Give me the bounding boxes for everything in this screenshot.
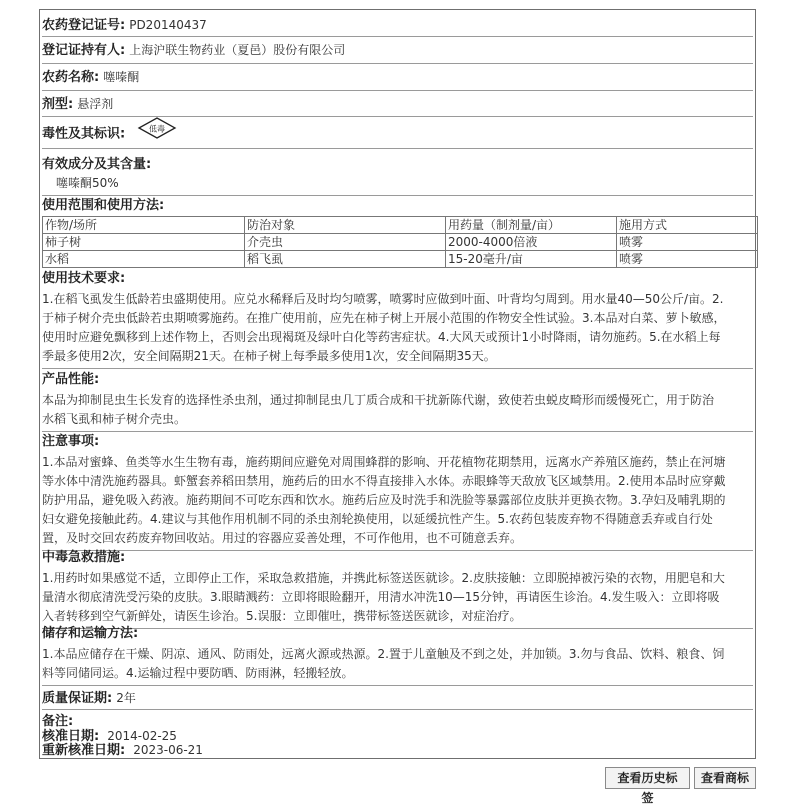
- warranty-value: 2年: [116, 691, 136, 705]
- usage-cell: 介壳虫: [245, 234, 446, 251]
- caution-text: [42, 453, 753, 551]
- form-value: 悬浮剂: [77, 97, 114, 111]
- form-row: [42, 91, 753, 117]
- reg-no-label: 农药登记证号:: [42, 18, 126, 33]
- usage-cell: 喷雾: [617, 251, 758, 268]
- usage-cell: 15-20毫升/亩: [446, 251, 617, 268]
- ingredient-label: 有效成分及其含量:: [42, 157, 152, 172]
- usage-cell: 2000-4000倍液: [446, 234, 617, 251]
- registration-card: [39, 9, 756, 759]
- warranty-row: [42, 686, 753, 710]
- name-row: [42, 64, 753, 91]
- reapprove-label: 重新核准日期:: [42, 743, 126, 758]
- ingredient-value: 噻嗪酮50%: [56, 176, 119, 190]
- tech-text: [42, 290, 753, 369]
- tech-line: 于柿子树介壳虫低龄若虫期喷雾施药。在推广使用前，应先在柿子树上开展小范围的作物安全性试验。3.本品对白菜、萝卜敏感，: [42, 311, 726, 325]
- perf-line: 水稻飞虱和柿子树介壳虫。: [42, 412, 187, 426]
- caution-line: 置，及时交回农药废弃物回收站。用过的容器应妥善处理，不可作他用，也不可随意丢弃。: [42, 531, 523, 545]
- storage-line: 1.本品应储存在干燥、阴凉、通风、防雨处，远离火源或热源。2.置于儿童触及不到之处，并加锁。3.勿与食品、饮料、粮食、饲: [42, 647, 725, 661]
- tech-line: 使用时应避免飘移到上述作物上，否则会出现褐斑及绿叶白化等药害症状。4.大风天或预计1小时降雨，请勿施药。5.在水稻上每: [42, 330, 721, 344]
- view-history-label-button[interactable]: 查看历史标签: [605, 767, 690, 789]
- toxicity-row: [42, 117, 753, 149]
- toxicity-badge-text: 低毒: [149, 124, 166, 134]
- usage-cell: 柿子树: [43, 234, 245, 251]
- firstaid-text: [42, 569, 753, 629]
- holder-value: 上海沪联生物药业（夏邑）股份有限公司: [129, 43, 346, 57]
- toxicity-label: 毒性及其标识:: [42, 126, 126, 142]
- usage-table: [42, 216, 758, 268]
- remark-label: 备注:: [42, 714, 74, 729]
- usage-label: 使用范围和使用方法:: [42, 198, 165, 213]
- tech-line: 季最多使用2次，安全间隔期21天。在柿子树上每季最多使用1次，安全间隔期35天。: [42, 349, 496, 363]
- reapprove-row: [42, 740, 753, 758]
- tech-label: 使用技术要求:: [42, 271, 126, 286]
- caution-line: 妇女避免接触此药。4.建议与其他作用机制不同的杀虫剂轮换使用，以延缓抗性产生。5.农药包装废弃物不得随意丢弃或自行处: [42, 512, 713, 526]
- reg-no-row: [42, 13, 753, 37]
- perf-text: [42, 391, 753, 432]
- holder-row: [42, 37, 753, 64]
- form-label: 剂型:: [42, 97, 74, 112]
- approve-value: 2014-02-25: [107, 729, 177, 743]
- storage-line: 料等同储同运。4.运输过程中要防晒、防雨淋，轻搬轻放。: [42, 666, 354, 680]
- table-row: [43, 234, 758, 251]
- caution-line: 等水体中清洗施药器具。虾蟹套养稻田禁用，施药后的田水不得直接排入水体。赤眼蜂等天敌放飞区域禁用。2.使用本品时应穿戴: [42, 474, 726, 488]
- usage-header-crop: 作物/场所: [43, 217, 245, 234]
- firstaid-line: 入者转移到空气新鲜处，请医生诊治。5.误服：立即催吐，携带标签送医就诊，对症治疗。: [42, 609, 522, 623]
- approve-label: 核准日期:: [42, 729, 100, 744]
- caution-label: 注意事项:: [42, 434, 100, 449]
- storage-label: 储存和运输方法:: [42, 626, 139, 641]
- caution-line: 防护用品，避免吸入药液。施药期间不可吃东西和饮水。施药后应及时洗手和洗脸等暴露部位皮肤并更换衣物。3.孕妇及哺乳期的: [42, 493, 726, 507]
- usage-cell: 喷雾: [617, 234, 758, 251]
- reg-no-value: PD20140437: [129, 18, 207, 32]
- view-trademark-button[interactable]: 查看商标: [694, 767, 756, 789]
- firstaid-label: 中毒急救措施:: [42, 550, 126, 565]
- firstaid-line: 量清水彻底清洗受污染的皮肤。3.眼睛溅药：立即将眼睑翻开，用清水冲洗10—15分钟，再请医生诊治。4.发生吸入：立即将吸: [42, 590, 720, 604]
- low-toxicity-icon: [137, 117, 177, 151]
- usage-header-target: 防治对象: [245, 217, 446, 234]
- holder-label: 登记证持有人:: [42, 43, 126, 58]
- usage-header-method: 施用方式: [617, 217, 758, 234]
- name-label: 农药名称:: [42, 70, 100, 85]
- firstaid-line: 1.用药时如果感觉不适，立即停止工作，采取急救措施，并携此标签送医就诊。2.皮肤接触：立即脱掉被污染的衣物，用肥皂和大: [42, 571, 725, 585]
- name-value: 噻嗪酮: [103, 70, 140, 84]
- perf-line: 本品为抑制昆虫生长发育的选择性杀虫剂，通过抑制昆虫几丁质合成和干扰新陈代谢，致使若虫蜕皮畸形而缓慢死亡，用于防治: [42, 393, 715, 407]
- perf-label: 产品性能:: [42, 372, 100, 387]
- storage-text: [42, 645, 753, 686]
- ingredient-row: [42, 149, 753, 196]
- usage-header-dosage: 用药量（制剂量/亩）: [446, 217, 617, 234]
- reapprove-value: 2023-06-21: [133, 743, 203, 757]
- usage-cell: 水稻: [43, 251, 245, 268]
- warranty-label: 质量保证期:: [42, 691, 113, 706]
- table-row: [43, 251, 758, 268]
- usage-cell: 稻飞虱: [245, 251, 446, 268]
- usage-table-header: [43, 217, 758, 234]
- caution-line: 1.本品对蜜蜂、鱼类等水生生物有毒，施药期间应避免对周围蜂群的影响、开花植物花期禁用，远离水产养殖区施药，禁止在河塘: [42, 455, 726, 469]
- tech-line: 1.在稻飞虱发生低龄若虫盛期使用。应兑水稀释后及时均匀喷雾，喷雾时应做到叶面、叶背均匀周到。用水量40—50公斤/亩。2.: [42, 292, 724, 306]
